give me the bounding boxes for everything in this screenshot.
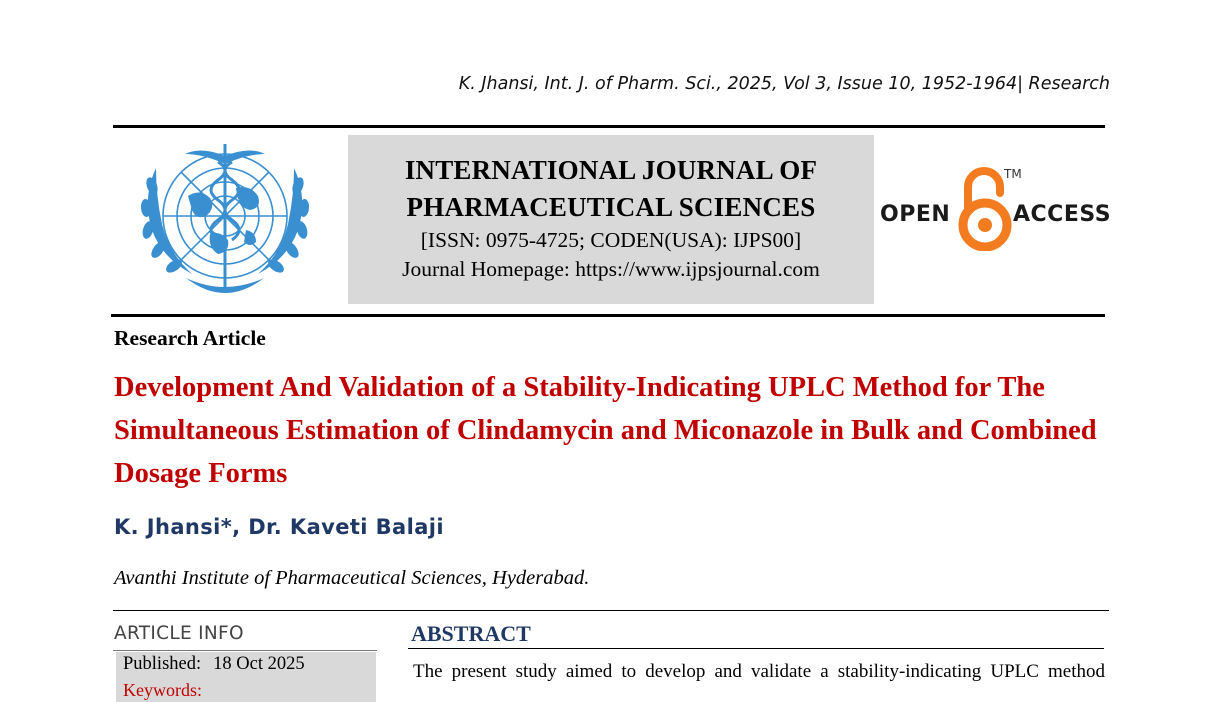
open-access-logo — [880, 165, 1110, 255]
published-row — [123, 654, 305, 675]
un-emblem-icon — [126, 138, 324, 308]
journal-header-box — [348, 135, 874, 304]
article-authors: K. Jhansi*, Dr. Kaveti Balaji — [114, 515, 444, 539]
journal-identifiers: [ISSN: 0975-4725; CODEN(USA): IJPS00] — [420, 228, 802, 252]
published-date: 18 Oct 2025 — [213, 654, 305, 674]
article-info-heading: ARTICLE INFO — [114, 623, 244, 644]
header-top-rule — [113, 125, 1105, 128]
article-type: Research Article — [114, 326, 266, 350]
journal-title-line-1: INTERNATIONAL JOURNAL OF — [404, 155, 818, 185]
journal-title — [348, 152, 874, 226]
journal-homepage: Journal Homepage: https://www.ijpsjournal.com — [402, 257, 820, 281]
open-access-word-access: ACCESS — [1013, 202, 1112, 227]
open-access-trademark: TM — [1004, 167, 1022, 181]
abstract-text: The present study aimed to develop and validate a stability-indicating UPLC method — [413, 661, 1105, 682]
abstract-heading: ABSTRACT — [411, 621, 531, 646]
article-title: Development And Validation of a Stability-Indicating UPLC Method for The Simultaneous Estimation of Clindamycin and Miconazole in Bulk and Combined Dosage Forms — [114, 372, 1097, 489]
published-label: Published: — [123, 654, 202, 674]
article-info-rule — [113, 650, 377, 651]
citation-header: K. Jhansi, Int. J. of Pharm. Sci., 2025, Vol 3, Issue 10, 1952-1964| Research — [458, 74, 1110, 94]
abstract-rule — [408, 648, 1104, 649]
open-access-word-open: OPEN — [880, 202, 951, 227]
header-bottom-rule — [111, 314, 1105, 317]
section-divider — [113, 610, 1109, 611]
journal-title-line-2: PHARMACEUTICAL SCIENCES — [406, 192, 816, 222]
article-affiliation: Avanthi Institute of Pharmaceutical Sciences, Hyderabad. — [114, 567, 590, 589]
keywords-label: Keywords: — [123, 680, 202, 700]
